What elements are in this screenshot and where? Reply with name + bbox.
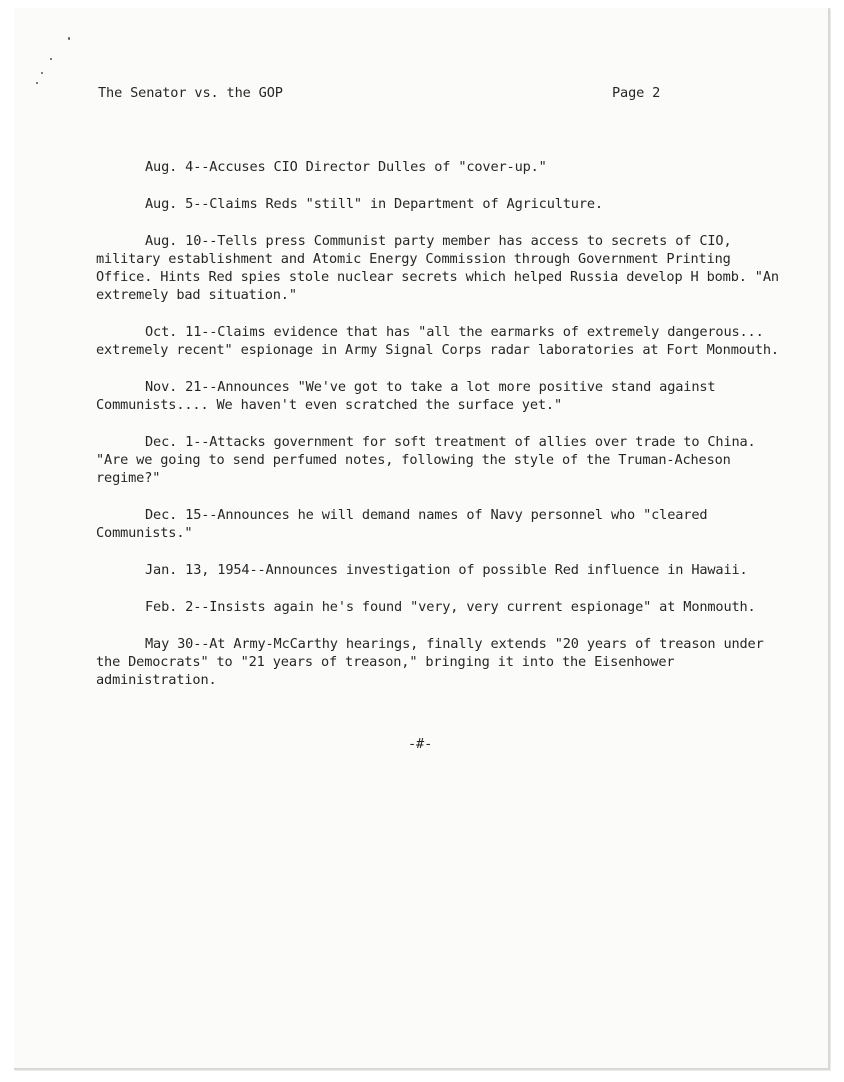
margin-speck (36, 82, 38, 84)
chronology-entry: Oct. 11--Claims evidence that has "all the earmarks of extremely dangerous... extremely recent" espionage in Army Signal Corps radar laboratories at Fort Monmouth. (96, 324, 779, 358)
chronology-entry: Feb. 2--Insists again he's found "very, very current espionage" at Monmouth. (145, 599, 756, 615)
chronology-entry: Nov. 21--Announces "We've got to take a lot more positive stand against Communists.... We haven't even scratched the surface yet." (96, 379, 724, 413)
chronology-entry: Aug. 4--Accuses CIO Director Dulles of "cover-up." (145, 159, 547, 175)
page-number: Page 2 (612, 85, 661, 101)
margin-speck (68, 37, 70, 40)
chronology-entry: Aug. 5--Claims Reds "still" in Department of Agriculture. (145, 196, 603, 212)
chronology-entry: Dec. 15--Announces he will demand names of Navy personnel who "cleared Communists." (96, 507, 716, 541)
margin-speck (50, 58, 52, 60)
chronology-entry: Dec. 1--Attacks government for soft treatment of allies over trade to China. "Are we going to send perfumed notes, following the style of the Truman-Acheson regime?" (96, 434, 764, 486)
chronology-entry: Jan. 13, 1954--Announces investigation of possible Red influence in Hawaii. (145, 562, 748, 578)
document-title: The Senator vs. the GOP (98, 85, 283, 101)
end-of-document-mark: -#- (408, 736, 433, 752)
chronology-entry: May 30--At Army-McCarthy hearings, finally extends "20 years of treason under the Democrats" to "21 years of treason," bringing it into the Eisenhower administration. (96, 636, 772, 688)
margin-speck (41, 72, 43, 74)
chronology-entry: Aug. 10--Tells press Communist party member has access to secrets of CIO, military establishment and Atomic Energy Commission through Government Printing Office. Hints Red spies stole nuclear secrets which helped Russia develop H bomb. "An extremely bad situation." (96, 233, 787, 303)
